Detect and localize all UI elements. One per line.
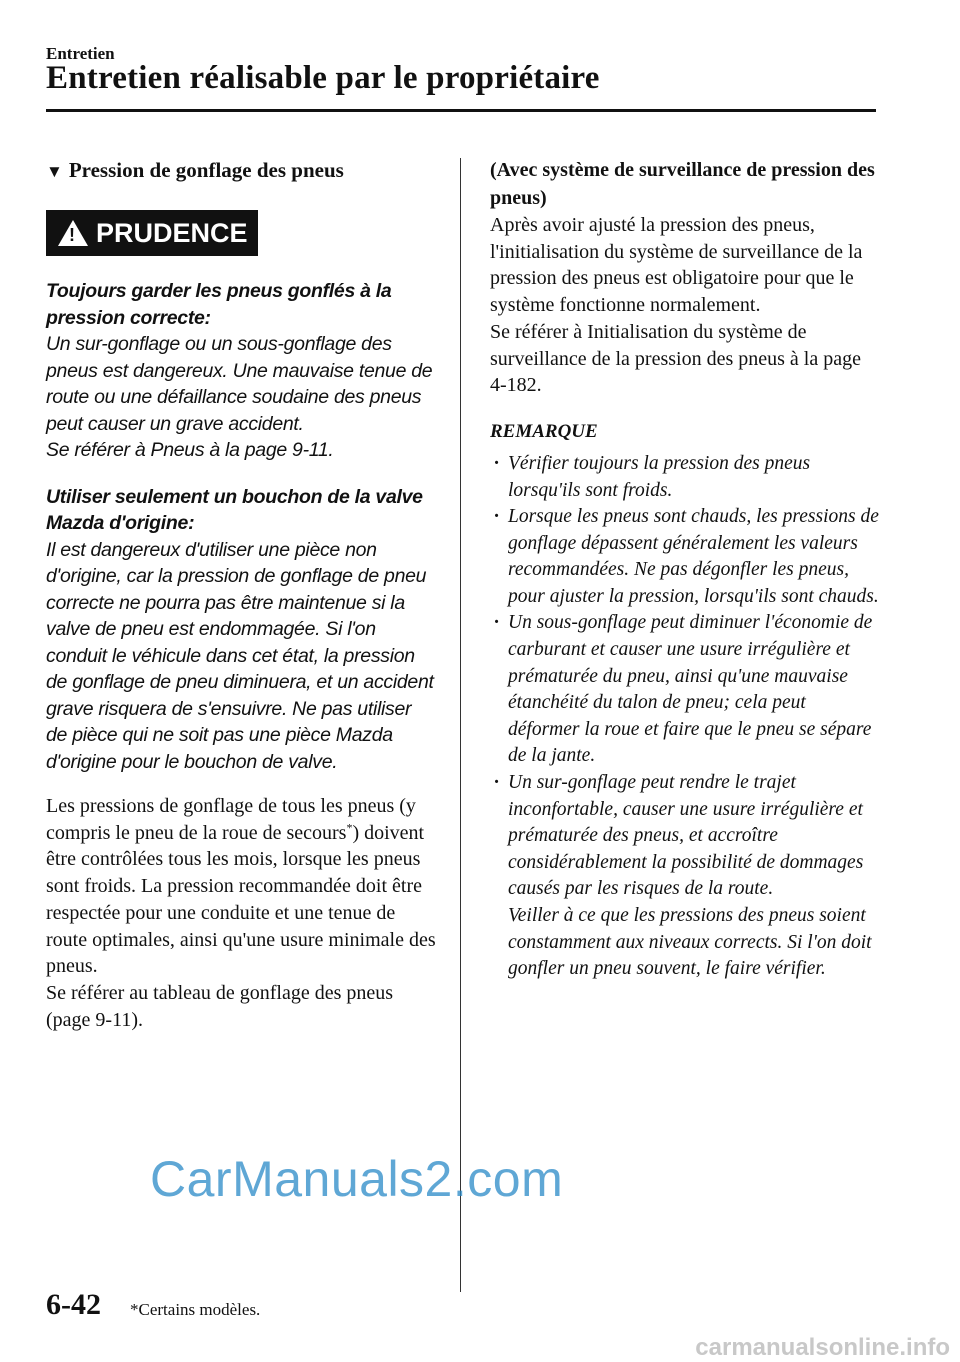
page-number: 6-42 [46, 1288, 101, 1321]
tpms-paragraph: Après avoir ajusté la pression des pneus, l'initialisation du système de surveillance de la pression des pneus est obligatoire pour que le système fonctionne normalement. [490, 214, 863, 317]
left-column [46, 156, 436, 1033]
note-item: · Un sur-gonflage peut rendre le trajet inconfortable, causer une usure irrégulière et prématurée des pneus, et accroître considérablement la possibilité de dommages causés par les risques de la route. Veiller à ce que les pressions des pneus soient constamment aux niveaux corrects. Si l'on doit gonfler un pneu souvent, le faire vérifier. [490, 770, 880, 983]
note-item: · Lorsque les pneus sont chauds, les pressions de gonflage dépassent généralement les valeurs recommandées. Ne pas dégonfler les pneus, pour ajuster la pression, lorsqu'ils sont chauds. [490, 504, 880, 610]
site-watermark: carmanualsonline.info [695, 1334, 950, 1361]
section-label: Entretien [46, 44, 115, 63]
watermark: CarManuals2.com [150, 1151, 564, 1207]
caution-block [46, 278, 436, 775]
triangle-down-icon: ▼ [46, 162, 63, 181]
tire-pressure-heading: ▼ Pression de gonflage des pneus [46, 156, 436, 186]
right-column [490, 156, 880, 983]
inspection-paragraph: Les pressions de gonflage de tous les pneus (y compris le pneu de la roue de secours*) doivent être contrôlées tous les mois, lorsque les pneus sont froids. La pression recommandée doit être respectée pour une conduite et une tenue de route optimales, ainsi qu'une usure minimale des pneus. [46, 795, 436, 978]
warning-icon [58, 220, 88, 246]
note-item: · Un sous-gonflage peut diminuer l'économie de carburant et causer une usure irrégulière et prématurée du pneu, ainsi qu'une mauvaise étanchéité du talon de pneu; cela peut déformer la roue et faire que le pneu se sépare de la jante. [490, 610, 880, 770]
note-item: · Vérifier toujours la pression des pneus lorsqu'ils sont froids. [490, 451, 880, 504]
footnote: *Certains modèles. [130, 1300, 261, 1319]
caution-1-title: Toujours garder les pneus gonflés à la pression correcte: [46, 280, 392, 329]
note-title: REMARQUE [490, 420, 598, 442]
page-title: Entretien réalisable par le propriétaire [46, 60, 600, 96]
caution-2-title: Utiliser seulement un bouchon de la valve Mazda d'origine: [46, 485, 423, 534]
caution-2-body: Il est dangereux d'utiliser une pièce non d'origine, car la pression de gonflage de pneu correcte ne pourra pas être maintenue si la valve de pneu est endommagée. Si l'on conduit le véhicule dans cet état, la pression de gonflage de pneu diminuera, et un accident grave risquera de s'ensuivre. Ne pas utiliser de pièce qui ne soit pas une pièce Mazda d'origine pour le bouchon de valve. [46, 538, 434, 773]
inflation-table-reference: Se référer au tableau de gonflage des pneus (page 9-11). [46, 981, 394, 1031]
tpms-heading: (Avec système de surveillance de pression des pneus) [490, 159, 875, 209]
tpms-reference: Se référer à Initialisation du système de surveillance de la pression des pneus à la page 4-182. [490, 320, 861, 397]
note-continuation: Veiller à ce que les pressions des pneus soient constamment aux niveaux corrects. Si l'on doit gonfler un pneu souvent, le faire vérifier. [508, 905, 872, 980]
caution-1-reference: Se référer à Pneus à la page 9-11. [46, 439, 334, 461]
note-list [490, 451, 880, 983]
column-divider [460, 158, 461, 1292]
header-divider [46, 109, 876, 112]
caution-badge: !PRUDENCE [46, 210, 258, 256]
caution-1-body: Un sur-gonflage ou un sous-gonflage des pneus est dangereux. Une mauvaise tenue de route ou une défaillance soudaine des pneus peut causer un grave accident. [46, 333, 433, 435]
